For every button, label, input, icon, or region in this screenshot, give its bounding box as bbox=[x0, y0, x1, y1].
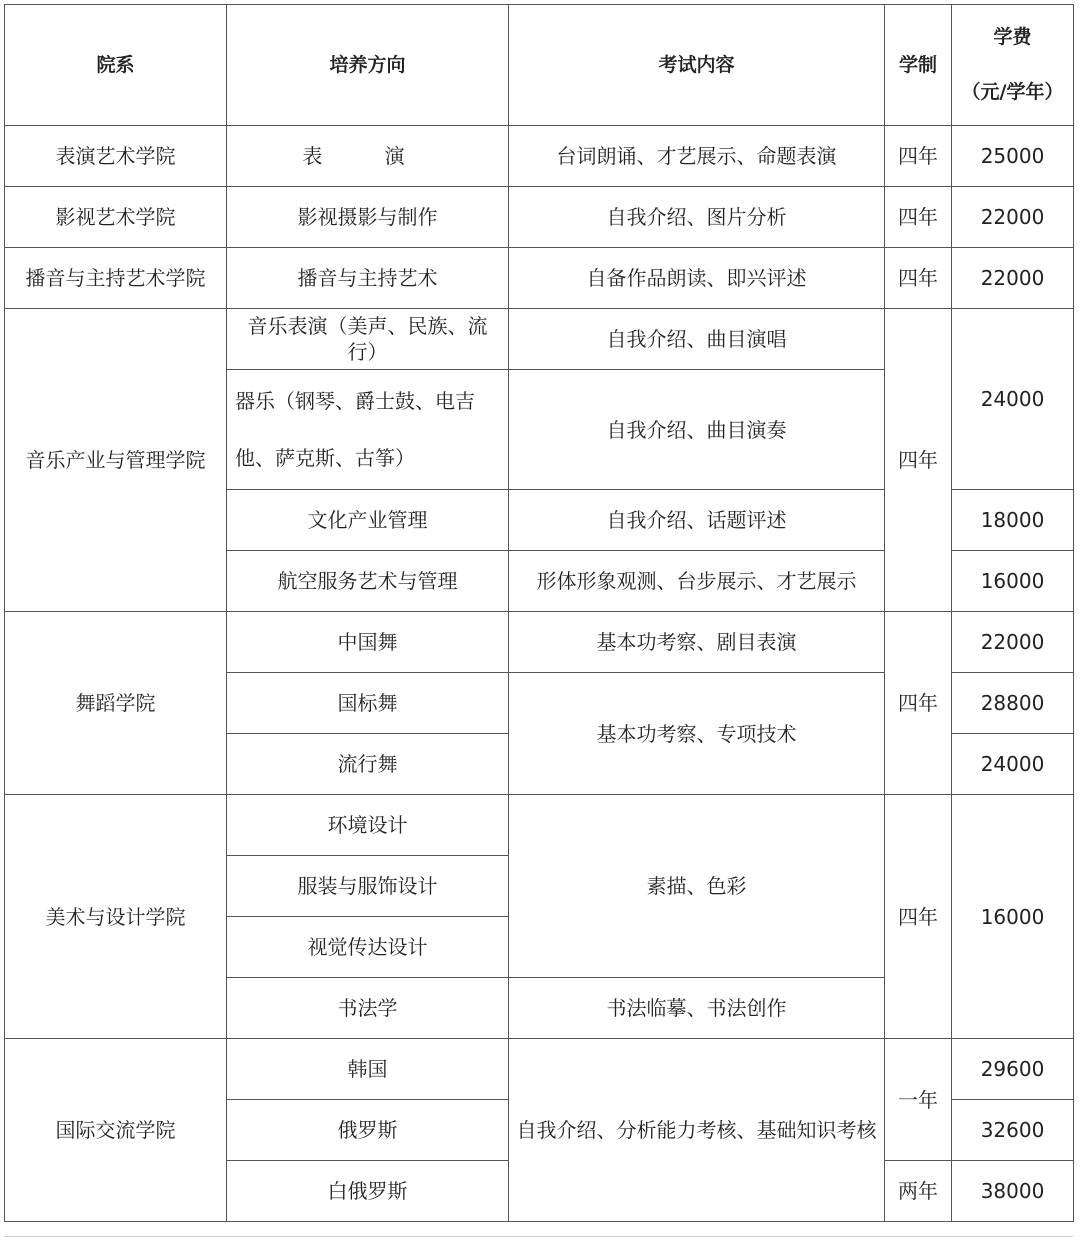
direction-cell: 国标舞 bbox=[227, 673, 509, 734]
fee-cell: 22000 bbox=[952, 187, 1074, 248]
table-row bbox=[5, 248, 1074, 309]
fee-cell: 16000 bbox=[952, 551, 1074, 612]
fee-cell: 25000 bbox=[952, 126, 1074, 187]
duration-cell: 两年 bbox=[885, 1161, 952, 1222]
fee-cell: 16000 bbox=[952, 795, 1074, 1039]
direction-cell: 文化产业管理 bbox=[227, 490, 509, 551]
direction-cell: 播音与主持艺术 bbox=[227, 248, 509, 309]
exam-cell: 基本功考察、专项技术 bbox=[509, 673, 885, 795]
duration-cell: 四年 bbox=[885, 187, 952, 248]
duration-cell: 四年 bbox=[885, 309, 952, 612]
fee-cell: 18000 bbox=[952, 490, 1074, 551]
header-fee-line2: （元/学年） bbox=[961, 81, 1064, 103]
header-college: 院系 bbox=[5, 5, 227, 126]
table-row bbox=[5, 1039, 1074, 1100]
direction-cell: 白俄罗斯 bbox=[227, 1161, 509, 1222]
college-cell: 美术与设计学院 bbox=[5, 795, 227, 1039]
direction-cell: 环境设计 bbox=[227, 795, 509, 856]
table-row bbox=[5, 309, 1074, 370]
table-row bbox=[5, 795, 1074, 856]
direction-cell: 表 演 bbox=[227, 126, 509, 187]
fee-cell: 22000 bbox=[952, 248, 1074, 309]
exam-cell: 自我介绍、图片分析 bbox=[509, 187, 885, 248]
college-cell: 舞蹈学院 bbox=[5, 612, 227, 795]
exam-cell: 基本功考察、剧目表演 bbox=[509, 612, 885, 673]
direction-cell: 中国舞 bbox=[227, 612, 509, 673]
direction-cell: 音乐表演（美声、民族、流行） bbox=[227, 309, 509, 370]
exam-cell: 素描、色彩 bbox=[509, 795, 885, 978]
admissions-table bbox=[4, 4, 1074, 1222]
exam-cell: 自我介绍、曲目演奏 bbox=[509, 370, 885, 490]
fee-cell: 22000 bbox=[952, 612, 1074, 673]
exam-cell: 形体形象观测、台步展示、才艺展示 bbox=[509, 551, 885, 612]
fee-cell: 32600 bbox=[952, 1100, 1074, 1161]
fee-cell: 38000 bbox=[952, 1161, 1074, 1222]
exam-cell: 书法临摹、书法创作 bbox=[509, 978, 885, 1039]
fee-cell: 24000 bbox=[952, 309, 1074, 490]
college-cell: 国际交流学院 bbox=[5, 1039, 227, 1222]
duration-cell: 四年 bbox=[885, 795, 952, 1039]
exam-cell: 自我介绍、话题评述 bbox=[509, 490, 885, 551]
exam-cell: 自我介绍、曲目演唱 bbox=[509, 309, 885, 370]
duration-cell: 四年 bbox=[885, 612, 952, 795]
header-duration: 学制 bbox=[885, 5, 952, 126]
college-cell: 音乐产业与管理学院 bbox=[5, 309, 227, 612]
header-direction: 培养方向 bbox=[227, 5, 509, 126]
table-row bbox=[5, 126, 1074, 187]
direction-cell: 影视摄影与制作 bbox=[227, 187, 509, 248]
duration-cell: 一年 bbox=[885, 1039, 952, 1161]
direction-cell: 流行舞 bbox=[227, 734, 509, 795]
header-fee-line1: 学费 bbox=[993, 25, 1032, 48]
table-row bbox=[5, 187, 1074, 248]
page-bottom-divider bbox=[4, 1236, 1073, 1237]
fee-cell: 28800 bbox=[952, 673, 1074, 734]
duration-cell: 四年 bbox=[885, 248, 952, 309]
direction-cell: 航空服务艺术与管理 bbox=[227, 551, 509, 612]
exam-cell: 自备作品朗读、即兴评述 bbox=[509, 248, 885, 309]
college-cell: 播音与主持艺术学院 bbox=[5, 248, 227, 309]
direction-cell: 书法学 bbox=[227, 978, 509, 1039]
direction-cell: 器乐（钢琴、爵士鼓、电吉他、萨克斯、古筝） bbox=[227, 370, 509, 490]
exam-cell: 台词朗诵、才艺展示、命题表演 bbox=[509, 126, 885, 187]
direction-cell: 视觉传达设计 bbox=[227, 917, 509, 978]
college-cell: 表演艺术学院 bbox=[5, 126, 227, 187]
table-row bbox=[5, 612, 1074, 673]
direction-cell: 俄罗斯 bbox=[227, 1100, 509, 1161]
college-cell: 影视艺术学院 bbox=[5, 187, 227, 248]
fee-cell: 29600 bbox=[952, 1039, 1074, 1100]
fee-cell: 24000 bbox=[952, 734, 1074, 795]
exam-cell: 自我介绍、分析能力考核、基础知识考核 bbox=[509, 1039, 885, 1222]
header-fee bbox=[952, 5, 1074, 126]
header-row bbox=[5, 5, 1074, 126]
direction-cell: 韩国 bbox=[227, 1039, 509, 1100]
duration-cell: 四年 bbox=[885, 126, 952, 187]
direction-cell: 服装与服饰设计 bbox=[227, 856, 509, 917]
header-exam: 考试内容 bbox=[509, 5, 885, 126]
